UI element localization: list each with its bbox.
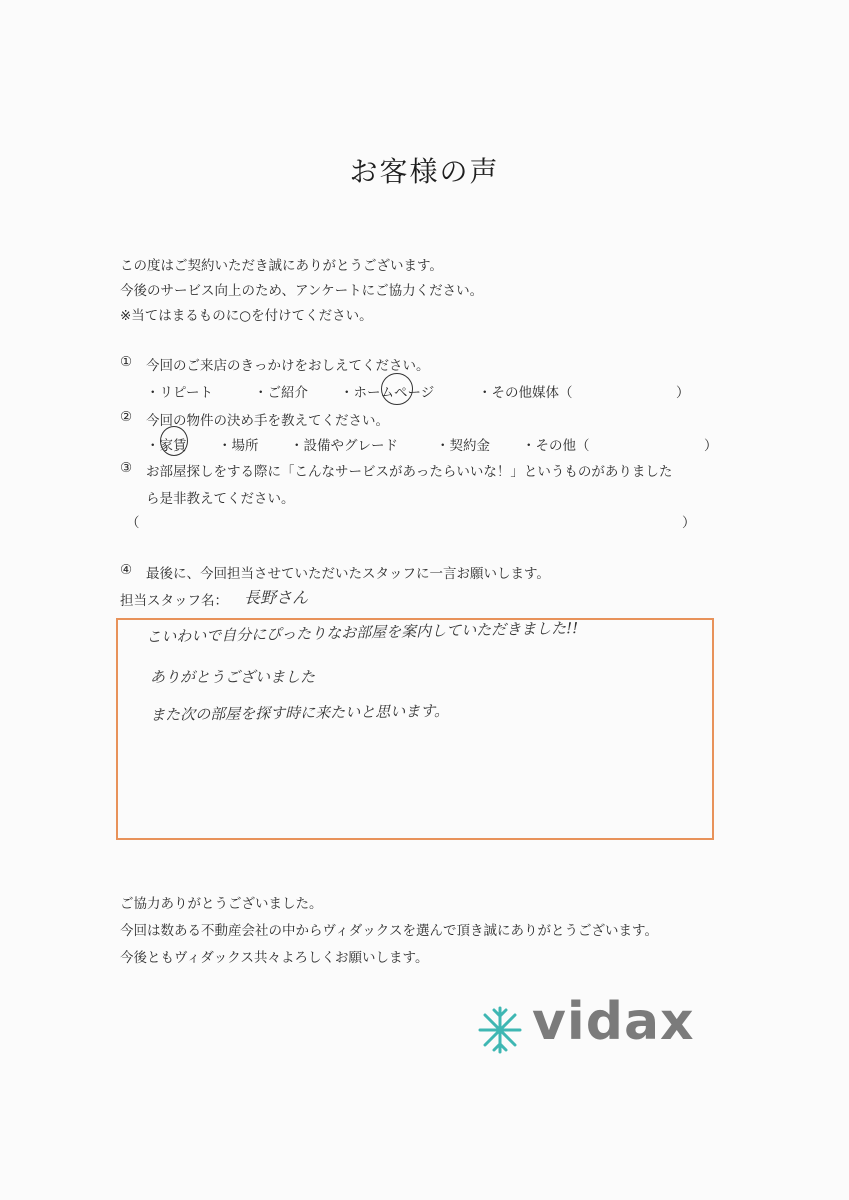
q1-paren-close: ） (676, 385, 690, 401)
q1-option-repeat: ・リピート (146, 385, 213, 401)
intro-line-2: 今後のサービス向上のため、アンケートにご協力ください。 (120, 283, 484, 299)
intro-line-3: ※当てはまるものに○を付けてください。 (120, 308, 373, 324)
q1-option-referral: ・ご紹介 (254, 385, 308, 401)
q3-question-line-1: お部屋探しをする際に「こんなサービスがあったらいいな！」というものがありました (146, 464, 673, 480)
q1-question: 今回のご来店のきっかけをおしえてください。 (146, 358, 430, 374)
q4-number: ④ (120, 562, 133, 578)
q1-selection-circle (381, 373, 413, 405)
q2-selection-circle (160, 426, 188, 456)
comment-line-1: こいわいで自分にぴったりなお部屋を案内していただきました!! (146, 618, 579, 646)
page-title: お客様の声 (349, 155, 500, 188)
closing-line-1: ご協力ありがとうございました。 (120, 896, 323, 912)
q1-option-homepage: ・ホームページ (340, 385, 435, 401)
q2-option-location: ・場所 (218, 438, 259, 454)
q2-option-deposit: ・契約金 (436, 438, 490, 454)
q1-option-other-media: ・その他媒体（ (478, 385, 573, 401)
vidax-logo (476, 992, 695, 1060)
vidax-logo-mark-icon (476, 1004, 524, 1056)
q3-paren-open: （ (126, 515, 140, 531)
q2-option-equipment: ・設備やグレード (290, 438, 398, 454)
q3-number: ③ (120, 460, 133, 476)
closing-line-3: 今後ともヴィダックス共々よろしくお願いします。 (120, 950, 429, 966)
q3-paren-close: ） (682, 515, 696, 531)
comment-line-2: ありがとうございました (150, 668, 316, 686)
vidax-logo-text: vidax (532, 992, 695, 1052)
comment-box (116, 618, 714, 840)
comment-line-3: また次の部屋を探す時に来たいと思います。 (150, 701, 450, 724)
q1-number: ① (120, 354, 133, 370)
q2-number: ② (120, 409, 133, 425)
intro-line-1: この度はご契約いただき誠にありがとうございます。 (120, 258, 443, 274)
q2-option-rent: ・家賃 (146, 438, 187, 454)
closing-line-2: 今回は数ある不動産会社の中からヴィダックスを選んで頂き誠にありがとうございます。 (120, 923, 658, 939)
staff-label: 担当スタッフ名： (120, 593, 228, 609)
q3-question-line-2: ら是非教えてください。 (146, 491, 295, 507)
q2-option-other: ・その他（ (522, 438, 590, 454)
q2-paren-close: ） (704, 438, 718, 454)
staff-name-handwritten: 長野さん (244, 588, 309, 607)
q2-question: 今回の物件の決め手を教えてください。 (146, 413, 389, 429)
q4-question: 最後に、今回担当させていただいたスタッフに一言お願いします。 (146, 566, 550, 582)
